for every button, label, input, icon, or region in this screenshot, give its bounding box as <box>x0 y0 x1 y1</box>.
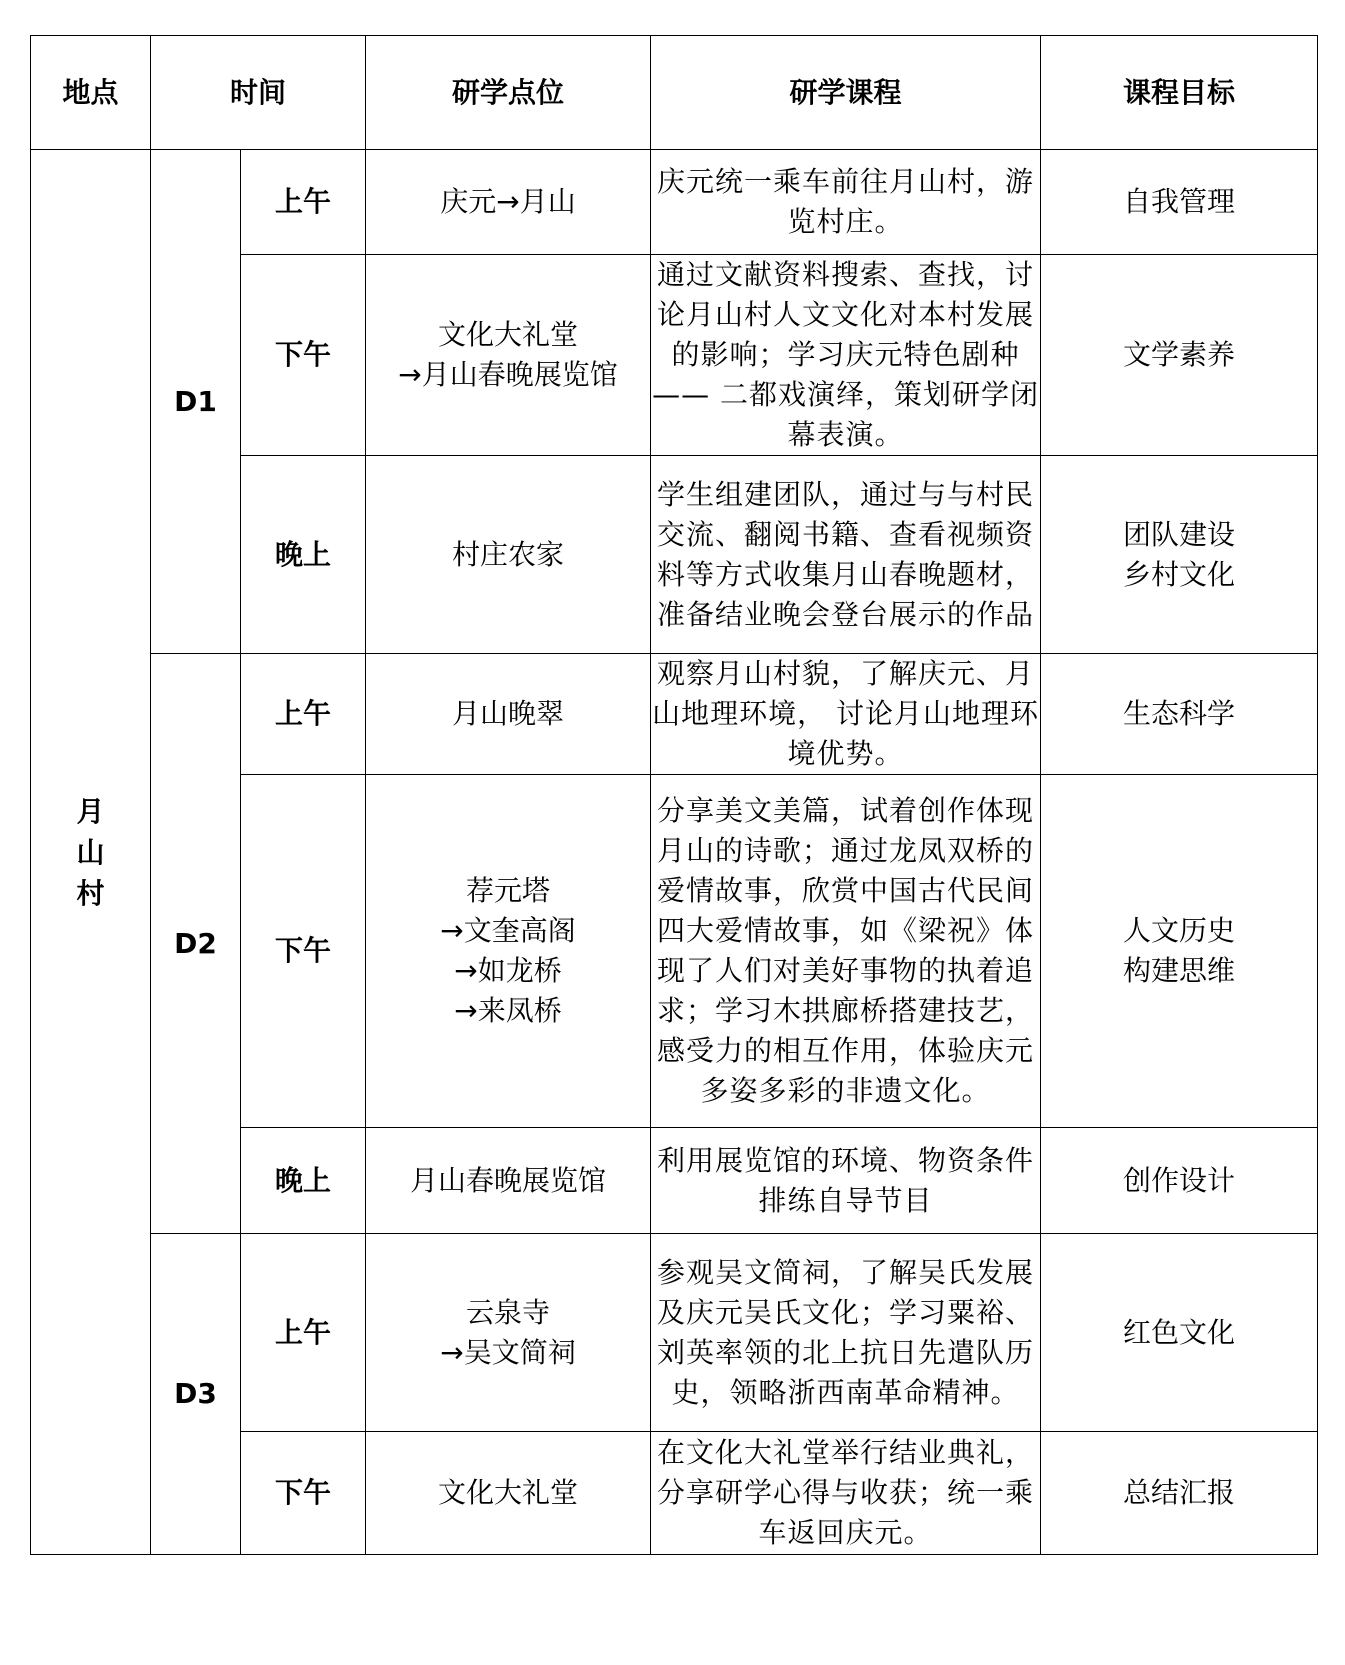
course-cell <box>651 150 1041 255</box>
header-time: 时间 <box>151 36 366 150</box>
period-cell: 晚上 <box>241 456 366 654</box>
goal-cell <box>1041 775 1318 1128</box>
point-cell <box>366 1432 651 1555</box>
course-text: 参观吴文简祠，了解吴氏发展及庆元吴氏文化；学习粟裕、刘英率领的北上抗日先遣队历史，领略浙西南革命精神。 <box>657 1255 1035 1409</box>
goal-text: 文学素养 <box>1123 338 1236 371</box>
goal-text: 红色文化 <box>1123 1315 1236 1349</box>
goal-text: 自我管理 <box>1123 185 1236 218</box>
period-cell: 上午 <box>241 150 366 255</box>
course-cell <box>651 775 1041 1128</box>
goal-text: 生态科学 <box>1123 697 1236 730</box>
course-cell <box>651 1128 1041 1234</box>
point-cell <box>366 456 651 654</box>
point-text: 月山晚翠 <box>452 697 565 730</box>
course-text: 利用展览馆的环境、物资条件排练自导节目 <box>657 1143 1035 1217</box>
header-point: 研学点位 <box>366 36 651 150</box>
period-cell: 上午 <box>241 654 366 775</box>
goal-text: 团队建设 乡村文化 <box>1123 517 1236 591</box>
header-place: 地点 <box>31 36 151 150</box>
course-text: 在文化大礼堂举行结业典礼，分享研学心得与收获；统一乘车返回庆元。 <box>657 1436 1035 1549</box>
course-cell <box>651 1234 1041 1432</box>
point-text: 文化大礼堂 →月山春晚展览馆 <box>398 318 618 391</box>
goal-cell <box>1041 1234 1318 1432</box>
goal-cell <box>1041 255 1318 456</box>
goal-cell <box>1041 1432 1318 1555</box>
point-text: 月山春晚展览馆 <box>410 1163 607 1197</box>
goal-text: 人文历史 构建思维 <box>1123 914 1236 987</box>
course-text: 学生组建团队，通过与与村民交流、翻阅书籍、查看视频资料等方式收集月山春晚题材，准备结业晚会登台展示的作品 <box>657 477 1035 631</box>
goal-text: 创作设计 <box>1123 1163 1236 1197</box>
point-text: 云泉寺 →吴文简祠 <box>440 1295 576 1369</box>
period-cell: 晚上 <box>241 1128 366 1234</box>
day-cell: D1 <box>151 150 241 654</box>
table-row <box>31 654 1318 775</box>
header-row <box>31 36 1318 150</box>
day-cell: D3 <box>151 1234 241 1555</box>
course-text: 分享美文美篇，试着创作体现月山的诗歌；通过龙凤双桥的爱情故事，欣赏中国古代民间四大爱情故事，如《梁祝》体现了人们对美好事物的执着追求；学习木拱廊桥搭建技艺，感受力的相互作用，体验庆元多姿多彩的非遗文化。 <box>657 794 1035 1107</box>
place-cell <box>31 150 151 1555</box>
goal-text: 总结汇报 <box>1123 1476 1236 1509</box>
course-cell <box>651 456 1041 654</box>
place-name: 月山村 <box>76 794 105 910</box>
point-cell <box>366 775 651 1128</box>
course-cell <box>651 654 1041 775</box>
course-cell <box>651 255 1041 456</box>
table-row <box>31 1234 1318 1432</box>
point-cell <box>366 654 651 775</box>
goal-cell <box>1041 150 1318 255</box>
goal-cell <box>1041 456 1318 654</box>
period-cell: 上午 <box>241 1234 366 1432</box>
course-cell <box>651 1432 1041 1555</box>
goal-cell <box>1041 654 1318 775</box>
period-cell: 下午 <box>241 255 366 456</box>
point-text: 文化大礼堂 <box>438 1476 579 1509</box>
header-course: 研学课程 <box>651 36 1041 150</box>
point-text: 村庄农家 <box>452 537 565 571</box>
schedule-table <box>30 35 1318 1555</box>
point-cell <box>366 1128 651 1234</box>
day-cell: D2 <box>151 654 241 1234</box>
point-text: 庆元→月山 <box>440 185 576 218</box>
period-cell: 下午 <box>241 1432 366 1555</box>
course-text: 通过文献资料搜索、查找，讨论月山村人文文化对本村发展的影响；学习庆元特色剧种 —— 二都戏演绎，策划研学闭幕表演。 <box>652 258 1039 451</box>
course-text: 庆元统一乘车前往月山村，游览村庄。 <box>657 165 1035 238</box>
course-text: 观察月山村貌，了解庆元、月山地理环境， 讨论月山地理环境优势。 <box>652 657 1039 770</box>
point-cell <box>366 150 651 255</box>
header-goal: 课程目标 <box>1041 36 1318 150</box>
goal-cell <box>1041 1128 1318 1234</box>
point-cell <box>366 255 651 456</box>
table-row <box>31 150 1318 255</box>
point-cell <box>366 1234 651 1432</box>
period-cell: 下午 <box>241 775 366 1128</box>
point-text: 荐元塔 →文奎高阁 →如龙桥 →来凤桥 <box>440 874 576 1027</box>
